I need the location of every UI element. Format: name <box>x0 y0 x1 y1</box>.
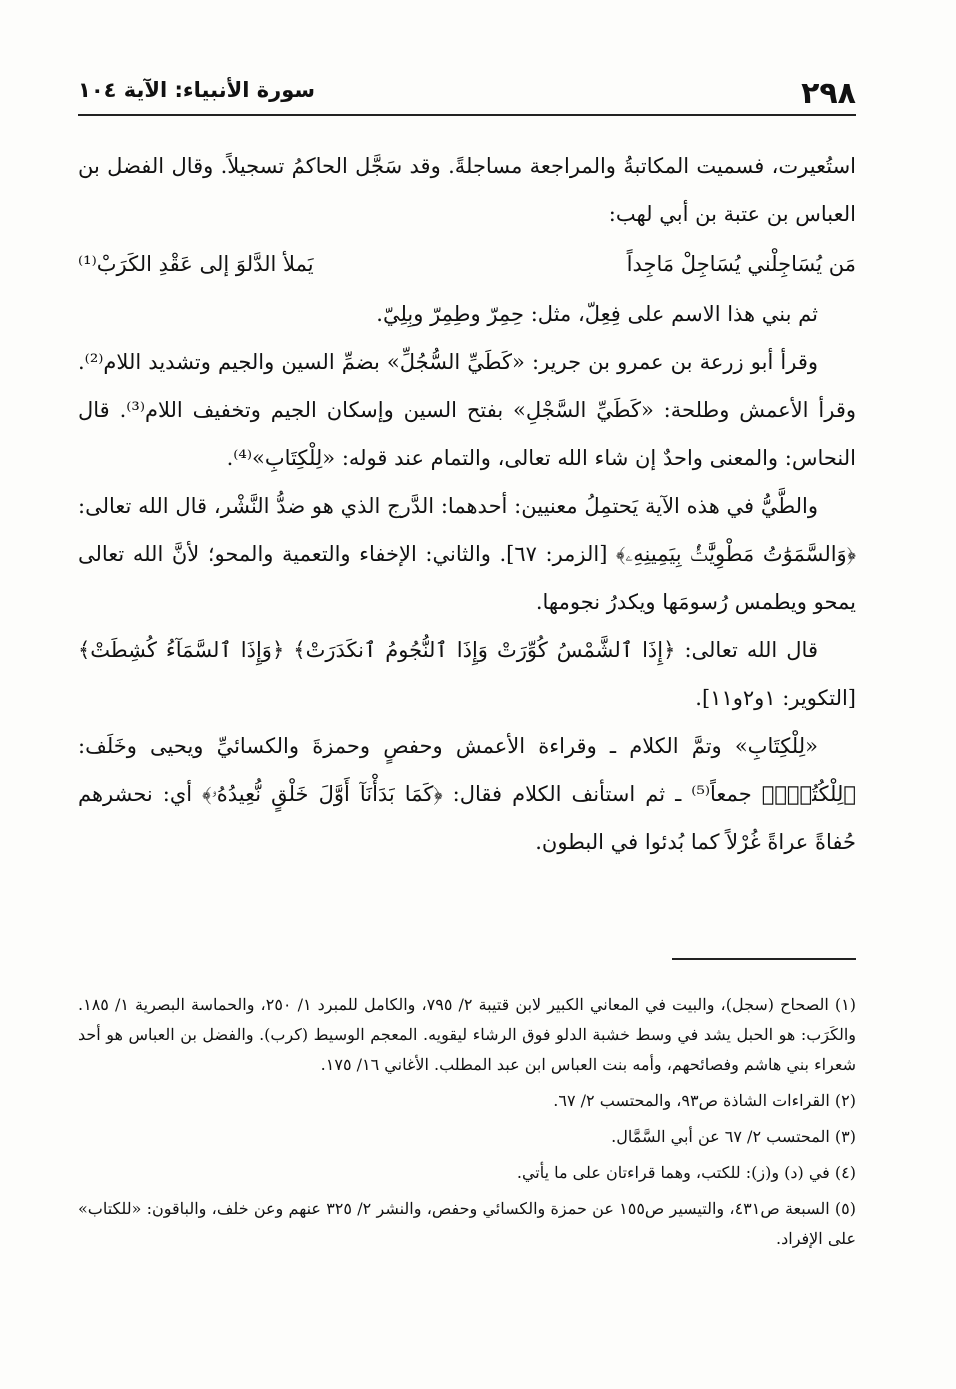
poem-hemistich-left: يَملأ الدَّلوَ إلى عَقْدِ الكَرَبْ⁽¹⁾ <box>78 252 314 276</box>
footnote: (٤) في (د) و(ز): للكتب، وهما قراءتان على ما يأتي. <box>516 1163 856 1182</box>
footnote: (٥) السبعة ص٤٣١، والتيسير ص١٥٥ عن حمزة والكسائي وحفص، والنشر ٢/ ٣٢٥ عنهم وعن خلف، والباقون: «للكتاب» على الإفراد. <box>78 1199 857 1248</box>
footnote: (٢) القراءات الشاذة ص٩٣، والمحتسب ٢/ ٦٧. <box>553 1091 856 1110</box>
footnote-separator <box>672 958 856 960</box>
poem-hemistich-right: مَن يُسَاجِلْني يُسَاجِلْ مَاجِداً <box>626 252 856 276</box>
poem-verse <box>78 238 856 290</box>
paragraph: استُعيرت، فسميت المكاتبةُ والمراجعة مساجلةً. وقد سَجَّل الحاكمُ تسجيلاً. وقال الفضل بن العباس بن عتبة بن أبي لهب: <box>78 154 856 226</box>
running-title: سورة الأنبياء: الآية ١٠٤ <box>78 78 316 102</box>
paragraph: والطَّيُّ في هذه الآية يَحتمِلُ معنيين: أحدهما: الدَّرج الذي هو ضدُّ النَّشْر، قال الله تعالى: ﴿وَالسَّمَوَٰتُ مَطْوِيَّٰتُۢ بِيَمِينِهِۦ﴾ [الزمر: ٦٧]. والثاني: الإخفاء والتعمية والمحو؛ لأنَّ الله تعالى يمحو ويطمس رُسومَها ويكدرُ نجومها. <box>78 494 857 614</box>
paragraph: وقرأ أبو زرعة بن عمرو بن جرير: «كَطَيِّ السُّجُلِّ» بضمِّ السين والجيم وتشديد اللام⁽²⁾. وقرأ الأعمش وطلحة: «كَطَيِّ السَّجْلِ» بفتح السين وإسكان الجيم وتخفيف اللام⁽³⁾. قال النحاس: والمعنى واحدٌ إن شاء الله تعالى، والتمام عند قوله: «لِلْكِتَابِ»⁽⁴⁾. <box>78 350 857 470</box>
main-text <box>78 142 856 866</box>
paragraph: ثم بني هذا الاسم على فِعِلّ، مثل: حِمِرّ وطِمِرّ وبِلِيّ. <box>376 302 818 326</box>
paragraph: قال الله تعالى: ﴿إِذَا ٱلشَّمْسُ كُوِّرَتْ وَإِذَا ٱلنُّجُومُ ٱنكَدَرَتْ﴾ ﴿وَإِذَا ٱلسَّمَآءُ كُشِطَتْ﴾ [التكوير: ١و٢و١١]. <box>78 638 856 710</box>
footnotes <box>78 990 856 1260</box>
footnote: (١) الصحاح (سجل)، والبيت في المعاني الكبير لابن قتيبة ٢/ ٧٩٥، والكامل للمبرد ١/ ٢٥٠، والحماسة البصرية ١/ ١٨٥. والكَرَب: هو الحبل يشد في وسط خشبة الدلو فوق الرشاء ليقويه. المعجم الوسيط (كرب). والفضل بن العباس هو أحد شعراء بني هاشم وفصائحهم، وأمه بنت العباس ابن عبد المطلب. الأغاني ١٦/ ١٧٥. <box>78 995 857 1074</box>
page-number: ٢٩٨ <box>801 76 856 111</box>
footnote: (٣) المحتسب ٢/ ٦٧ عن أبي السَّمَّال. <box>611 1127 856 1146</box>
paragraph: «لِلْكِتَابِ» وتمَّ الكلام ـ وقراءة الأعمش وحفصٍ وحمزةَ والكسائيِّ ويحيى وخَلَف: ﴿لِلْكُتُبِۚ﴾ جمعاً⁽⁵⁾ ـ ثم استأنف الكلام فقال: ﴿كَمَا بَدَأْنَآ أَوَّلَ خَلْقٍ نُّعِيدُهُۥ﴾ أي: نحشرهم حُفاةً عراةً غُرْلاً كما بُدئوا في البطون. <box>78 734 857 854</box>
page-header <box>78 68 856 116</box>
